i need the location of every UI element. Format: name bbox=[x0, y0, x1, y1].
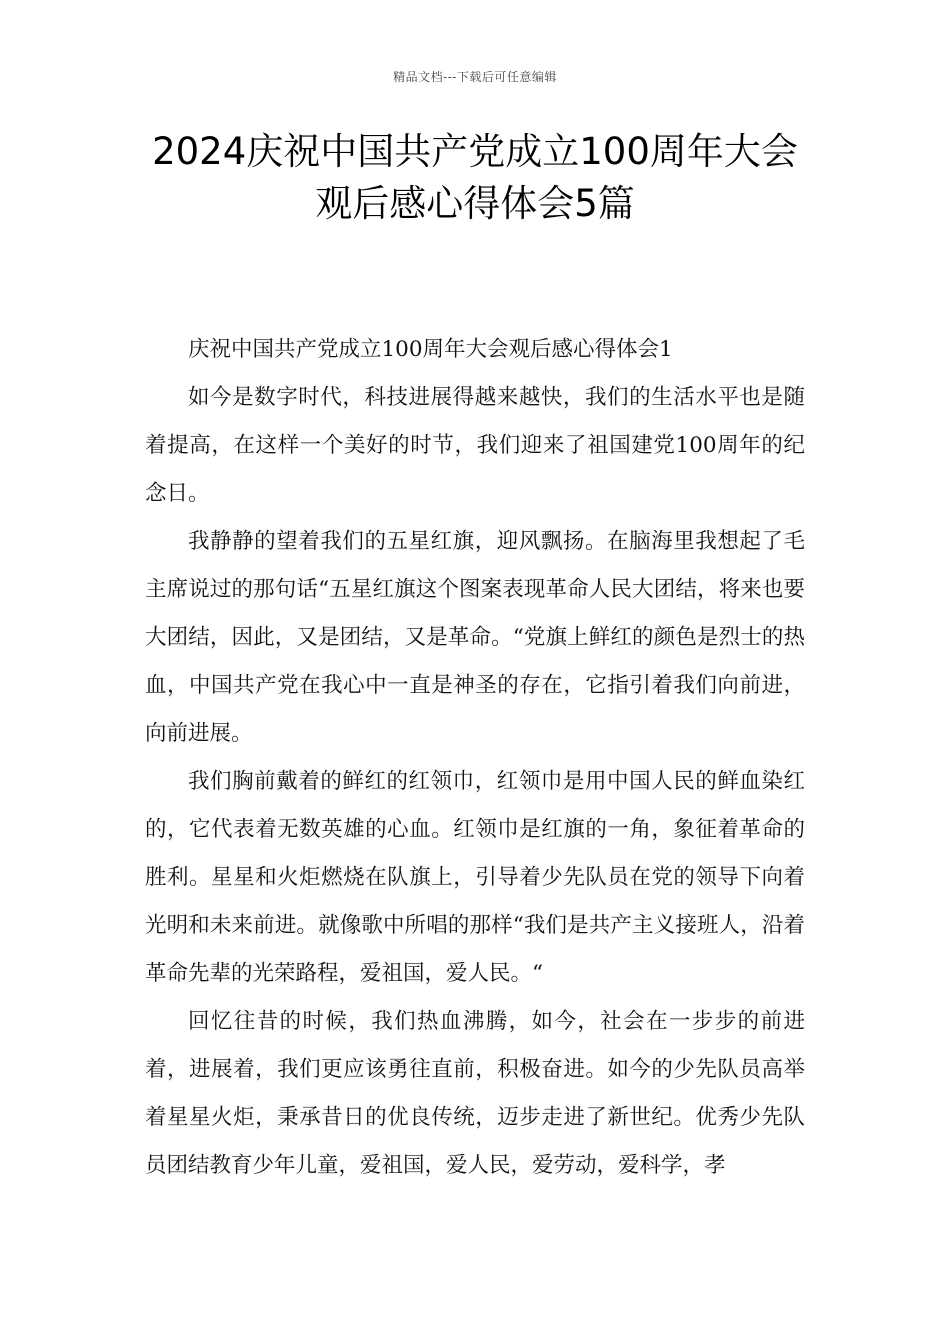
title-line-1: 2024庆祝中国共产党成立100周年大会 bbox=[152, 130, 798, 173]
paragraph: 我静静的望着我们的五星红旗，迎风飘扬。在脑海里我想起了毛主席说过的那句话“五星红旗这个图案表现革命人民大团结，将来也要大团结，因此，又是团结，又是革命。“党旗上鲜红的颜色是烈士的热血，中国共产党在我心中一直是神圣的存在，它指引着我们向前进，向前进展。 bbox=[145, 529, 805, 746]
paragraph: 我们胸前戴着的鲜红的红领巾，红领巾是用中国人民的鲜血染红的，它代表着无数英雄的心血。红领巾是红旗的一角，象征着革命的胜利。星星和火炬燃烧在队旗上，引导着少先队员在党的领导下向着光明和未来前进。就像歌中所唱的那样“我们是共产主义接班人，沿着革命先辈的光荣路程，爱祖国，爱人民。“ bbox=[145, 769, 805, 986]
paragraph: 如今是数字时代，科技进展得越来越快，我们的生活水平也是随着提高，在这样一个美好的时节，我们迎来了祖国建党100周年的纪念日。 bbox=[145, 385, 805, 506]
paragraph: 回忆往昔的时候，我们热血沸腾，如今，社会在一步步的前进着，进展着，我们更应该勇往直前，积极奋进。如今的少先队员高举着星星火炬，秉承昔日的优良传统，迈步走进了新世纪。优秀少先队员团结教育少年儿童，爱祖国，爱人民，爱劳动，爱科学，孝 bbox=[145, 1009, 805, 1178]
header-note: 精品文档---下载后可任意编辑 bbox=[393, 70, 557, 84]
title-line-2: 观后感心得体会5篇 bbox=[315, 182, 635, 225]
document-body bbox=[145, 326, 805, 1190]
section-heading: 庆祝中国共产党成立100周年大会观后感心得体会1 bbox=[188, 337, 673, 362]
document-title bbox=[100, 126, 850, 230]
